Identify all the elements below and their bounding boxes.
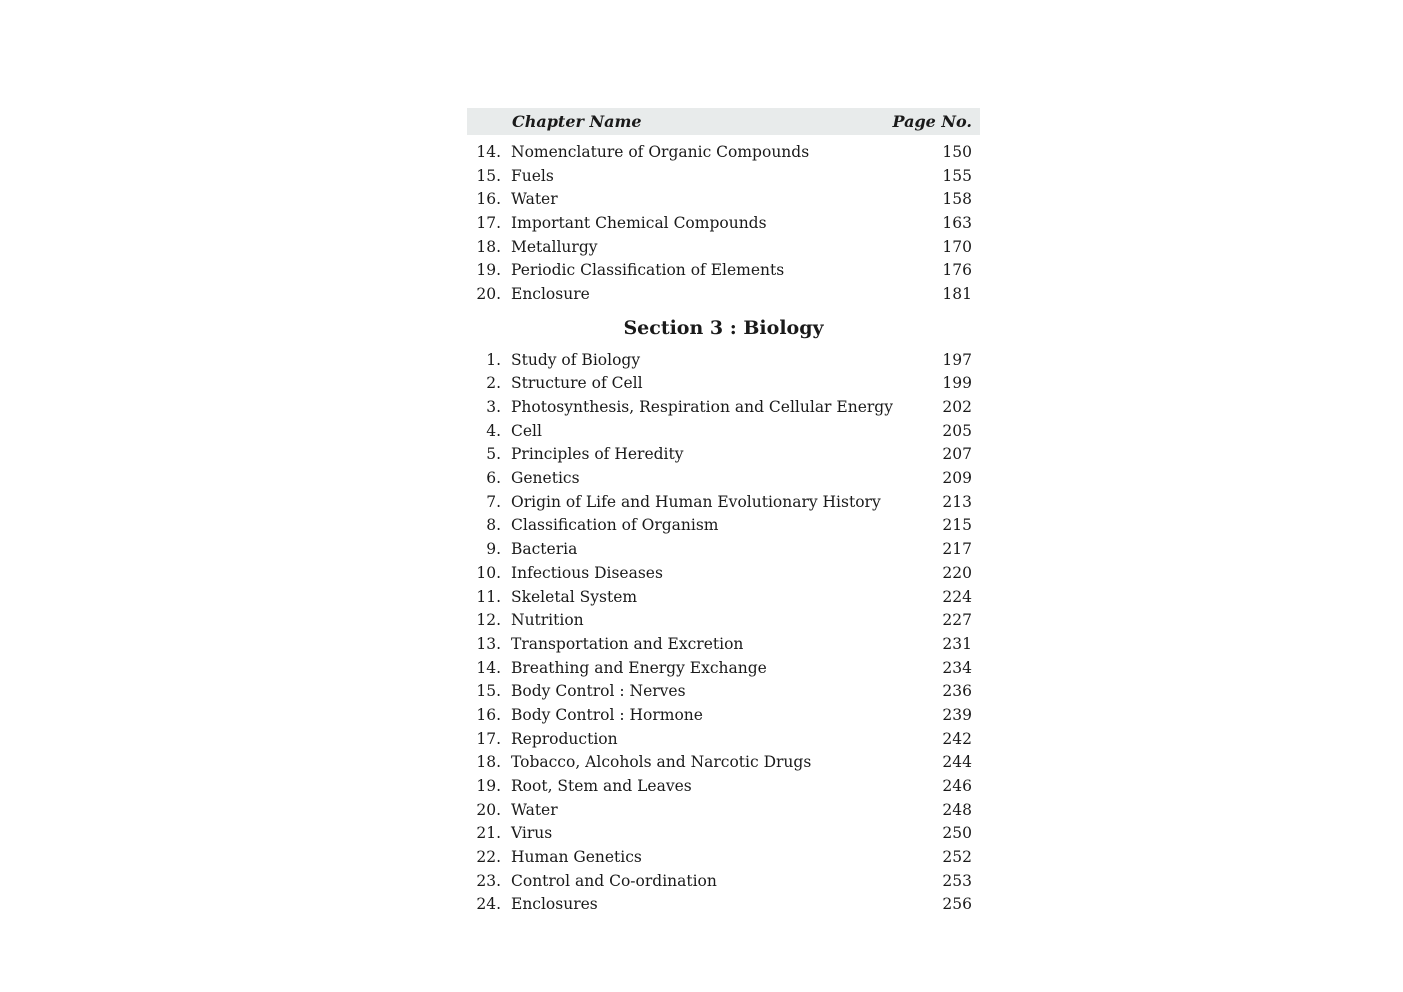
chapter-row [467,679,980,703]
chapter-number: 5. [486,445,501,464]
chapter-title: Nutrition [511,611,584,630]
chapter-page: 209 [942,469,972,488]
chapter-number: 23. [476,871,501,890]
chapter-row [467,632,980,656]
chapter-title: Tobacco, Alcohols and Narcotic Drugs [511,753,812,772]
chapter-row [467,466,980,490]
chapter-number: 10. [476,563,501,582]
chapter-page: 155 [942,166,972,185]
chapter-page: 199 [942,374,972,393]
chapter-title: Important Chemical Compounds [511,213,767,232]
chapter-title: Cell [511,421,542,440]
chapter-number: 14. [476,658,501,677]
chapter-number: 16. [476,705,501,724]
chapter-name-header: Chapter Name [512,112,642,131]
chapter-number: 20. [476,800,501,819]
chapter-page: 197 [942,350,972,369]
chapter-number: 2. [486,374,501,393]
biology-chapter-list [467,348,980,917]
chapter-title: Structure of Cell [511,374,643,393]
section-heading-biology: Section 3 : Biology [623,316,824,339]
chapter-row [467,514,980,538]
chapter-title: Periodic Classification of Elements [511,261,785,280]
chapter-page: 248 [942,800,972,819]
chapter-page: 231 [942,634,972,653]
chapter-number: 24. [476,895,501,914]
chapter-row [467,751,980,775]
chapter-title: Origin of Life and Human Evolutionary History [511,492,881,511]
chapter-number: 12. [476,611,501,630]
chemistry-chapter-list [467,140,980,306]
chapter-title: Human Genetics [511,848,642,867]
chapter-title: Body Control : Hormone [511,705,703,724]
chapter-row [467,187,980,211]
chapter-number: 22. [476,848,501,867]
chapter-title: Root, Stem and Leaves [511,777,692,796]
chapter-row [467,235,980,259]
chapter-page: 224 [942,587,972,606]
chapter-number: 14. [476,142,501,161]
chapter-number: 9. [486,540,501,559]
chapter-page: 220 [942,563,972,582]
chapter-title: Genetics [511,469,580,488]
chapter-page: 246 [942,777,972,796]
toc-header [467,108,980,135]
chapter-title: Principles of Heredity [511,445,684,464]
chapter-row [467,845,980,869]
chapter-row [467,395,980,419]
chapter-title: Photosynthesis, Respiration and Cellular Energy [511,398,893,417]
chapter-page: 150 [942,142,972,161]
chapter-title: Water [511,190,558,209]
chapter-title: Transportation and Excretion [511,634,744,653]
chapter-title: Body Control : Nerves [511,682,686,701]
chapter-page: 242 [942,729,972,748]
chapter-number: 4. [486,421,501,440]
chapter-row [467,372,980,396]
chapter-row [467,490,980,514]
chapter-page: 170 [942,237,972,256]
chapter-title: Enclosures [511,895,598,914]
chapter-row [467,893,980,917]
chapter-row [467,419,980,443]
chapter-number: 19. [476,261,501,280]
chapter-row [467,608,980,632]
chapter-page: 202 [942,398,972,417]
chapter-number: 18. [476,753,501,772]
chapter-page: 253 [942,871,972,890]
chapter-page: 239 [942,705,972,724]
chapter-row [467,164,980,188]
chapter-title: Infectious Diseases [511,563,663,582]
chapter-number: 7. [486,492,501,511]
chapter-row [467,703,980,727]
chapter-title: Classification of Organism [511,516,719,535]
chapter-page: 244 [942,753,972,772]
chapter-number: 1. [486,350,501,369]
chapter-title: Study of Biology [511,350,641,369]
chapter-number: 17. [476,213,501,232]
chapter-title: Breathing and Energy Exchange [511,658,767,677]
chapter-row [467,727,980,751]
chapter-number: 19. [476,777,501,796]
chapter-title: Fuels [511,166,554,185]
chapter-number: 18. [476,237,501,256]
chapter-number: 15. [476,682,501,701]
chapter-row [467,282,980,306]
chapter-number: 8. [486,516,501,535]
chapter-page: 158 [942,190,972,209]
chapter-title: Skeletal System [511,587,638,606]
chapter-number: 3. [486,398,501,417]
chapter-title: Enclosure [511,284,590,303]
chapter-title: Reproduction [511,729,618,748]
chapter-row [467,798,980,822]
chapter-title: Nomenclature of Organic Compounds [511,142,810,161]
chapter-number: 21. [476,824,501,843]
chapter-number: 11. [476,587,501,606]
page-no-header: Page No. [892,112,972,131]
chapter-title: Virus [511,824,553,843]
chapter-number: 6. [486,469,501,488]
chapter-number: 17. [476,729,501,748]
chapter-row [467,585,980,609]
chapter-title: Bacteria [511,540,578,559]
chapter-row [467,258,980,282]
chapter-row [467,140,980,164]
chapter-title: Control and Co-ordination [511,871,717,890]
chapter-title: Water [511,800,558,819]
chapter-page: 213 [942,492,972,511]
chapter-page: 227 [942,611,972,630]
chapter-row [467,211,980,235]
chapter-row [467,774,980,798]
chapter-page: 252 [942,848,972,867]
chapter-row [467,822,980,846]
chapter-title: Metallurgy [511,237,598,256]
chapter-row [467,348,980,372]
chapter-row [467,537,980,561]
chapter-row [467,561,980,585]
chapter-page: 236 [942,682,972,701]
chapter-row [467,656,980,680]
chapter-page: 181 [942,284,972,303]
chapter-page: 234 [942,658,972,677]
chapter-page: 205 [942,421,972,440]
chapter-row [467,869,980,893]
table-of-contents [467,108,980,916]
chapter-page: 256 [942,895,972,914]
chapter-page: 163 [942,213,972,232]
chapter-row [467,443,980,467]
chapter-page: 250 [942,824,972,843]
chapter-number: 13. [476,634,501,653]
chapter-page: 176 [942,261,972,280]
chapter-page: 217 [942,540,972,559]
chapter-number: 15. [476,166,501,185]
chapter-page: 215 [942,516,972,535]
chapter-number: 16. [476,190,501,209]
chapter-page: 207 [942,445,972,464]
chapter-number: 20. [476,284,501,303]
